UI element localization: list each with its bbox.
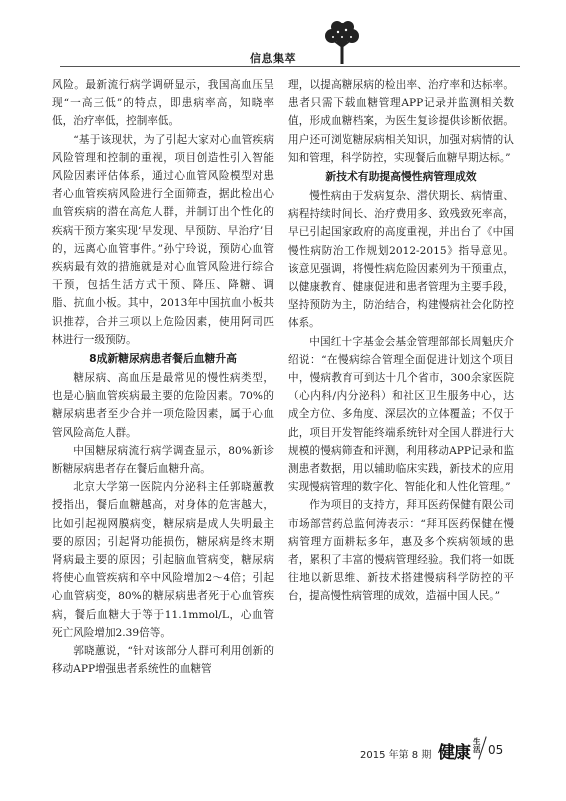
paragraph: 郭晓蕙说，“针对该部分人群可利用创新的移动APP增强患者系统性的血糖管: [52, 645, 274, 676]
left-column: [52, 76, 274, 679]
paragraph: 中国红十字基金会基金管理部部长周魁庆介绍说：“在慢病综合管理全面促进计划这个项目中，慢病教育可到达十几个省市，300余家医院（心内科/内分泌科）和社区卫生服务中心，达成全方位、多角度、深层次的立体覆盖；不仅于此，项目开发智能终端系统针对全国人群进行大规模的慢病筛查和评测，利用移动APP记录和监测患者数据，用以辅助临床实践，新技术的应用实现慢病管理的数字化、智能化和人性化管理。”: [288, 335, 514, 494]
paragraph: “基于该现状，为了引起大家对心血管疾病风险管理和控制的重视，项目创造性引入智能风险因素评估体系，通过心血管风险模型对患者心血管疾病风险进行全面筛查，据此检出心血管疾病的潜在高危人群，并制订出个性化的疾病干预方案实现‘早发现、早预防、早治疗’目的，远离心血管事件。”孙宁玲说，预防心血管疾病最有效的措施就是对心血管风险进行综合干预，包括生活方式干预、降压、降糖、调脂、抗血小板。其中，2013年中国抗血小板共识推荐，合并三项以上危险因素，使用阿司匹林进行一级预防。: [52, 133, 274, 346]
right-column: [288, 76, 514, 606]
paragraph: 风险。最新流行病学调研显示，我国高血压呈现“一高三低”的特点，即患病率高，知晓率低，治疗率低，控制率低。: [52, 79, 274, 128]
paragraph: 作为项目的支持方，拜耳医药保健有限公司市场部营药总监何涛表示：“拜耳医药保健在慢病管理方面耕耘多年，惠及多个疾病领域的患者，累积了丰富的慢病管理经验。我们将一如既往地以新思维、新技术搭建慢病科学防控的平台，提高慢性病管理的成效，造福中国人民。”: [288, 499, 514, 603]
tree-logo-icon: [318, 18, 366, 66]
header-rule: [60, 66, 520, 67]
section-heading: 8成新糖尿病患者餐后血糖升高: [89, 352, 237, 366]
paragraph: 北京大学第一医院内分泌科主任郭晓蕙教授指出，餐后血糖越高，对身体的危害越大，比如引起视网膜病变，糖尿病是成人失明最主要的原因；引起肾功能损伤，糖尿病是终末期肾病最主要的原因；引起脑血管病变，糖尿病将使心血管疾病和卒中风险增加2～4倍；引起心血管病变，80%的糖尿病患者死于心血管疾病，餐后血糖大于等于11.1mmol/L，心血管死亡风险增加2.39倍等。: [52, 481, 274, 639]
paragraph: 慢性病由于发病复杂、潜伏期长、病情重、病程持续时间长、治疗费用多、致残致死率高，早已引起国家政府的高度重视，并出台了《中国慢性病防治工作规划2012-2015》指导意见。该意见强调，将慢性病危险因素列为干预重点，以健康教育、健康促进和患者管理为主要手段，坚持预防为主，防治结合，构建慢病社会化防控体系。: [288, 190, 514, 330]
paragraph: 理，以提高糖尿病的检出率、治疗率和达标率。患者只需下载血糖管理APP记录并监测相关数值，形成血糖档案，为医生复诊提供诊断依据。用户还可浏览糖尿病相关知识，加强对病情的认知和管理，科学防控，实现餐后血糖早期达标。”: [288, 79, 514, 164]
issue-label: 2015 年第 8 期: [360, 750, 432, 761]
page-footer: [360, 737, 520, 764]
page-number: 05: [488, 743, 504, 757]
magazine-brand-sub: 生活: [473, 737, 481, 754]
paragraph: 糖尿病、高血压是最常见的慢性病类型，也是心脑血管疾病最主要的危险因素。70%的糖尿病患者至少合并一项危险因素，属于心血管风险高危人群。: [52, 372, 274, 439]
paragraph: 中国糖尿病流行病学调查显示，80%新诊断糖尿病患者存在餐后血糖升高。: [52, 444, 274, 476]
section-title: 信息集萃: [250, 52, 296, 65]
page-header: [60, 0, 520, 70]
section-heading: 新技术有助提高慢性病管理成效: [325, 170, 477, 184]
magazine-brand: 健康: [438, 743, 470, 763]
